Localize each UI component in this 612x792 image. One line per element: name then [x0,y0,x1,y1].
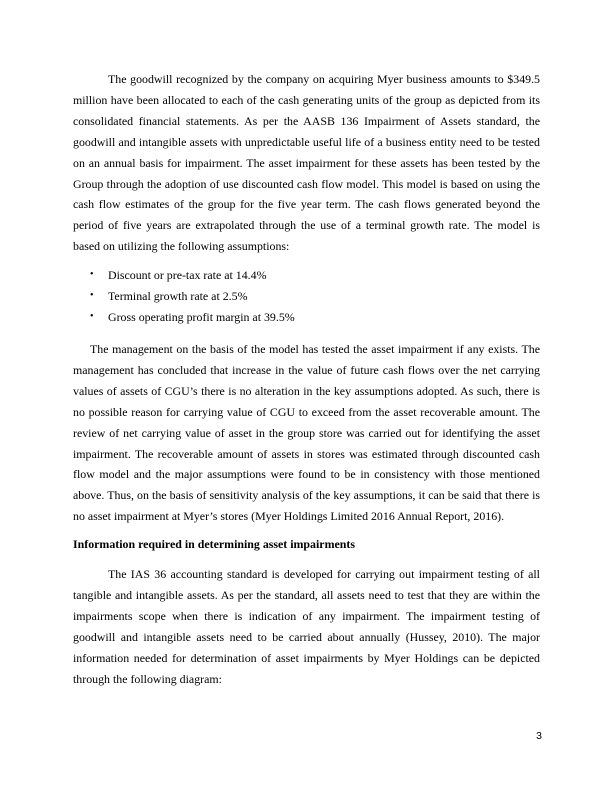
paragraph-text: The IAS 36 accounting standard is developed for carrying out impairment testing of all tangible and intangible assets. As per the standard, all assets need to test that they are within the impairments scope when there is indication of any impairment. The impairment testing of goodwill and intangible assets need to be carried about annually (Hussey, 2010). The major information needed for determination of asset impairments by Myer Holdings can be depicted through the following diagram: [73,567,540,686]
bullet-icon: • [90,289,94,301]
paragraph-text: The management on the basis of the model has tested the asset impairment if any exists. The management has concluded that increase in the value of future cash flows over the net carrying values of assets of CGU’s there is no alteration in the key assumptions adopted. As such, there is no possible reason for carrying value of CGU to exceed from the asset recoverable amount. The review of net carrying value of asset in the group store was carried out for identifying the asset impairment. The recoverable amount of assets in stores was estimated through discounted cash flow model and the major assumptions were found to be in consistency with those mentioned above. Thus, on the basis of sensitivity analysis of the key assumptions, it can be said that there is no asset impairment at Myer’s stores (Myer Holdings Limited 2016 Annual Report, 2016). [73,342,540,524]
section-heading: Information required in determining asset impairments [73,537,355,551]
paragraph-ias36 [73,564,540,689]
page-number: 3 [536,730,542,742]
list-item [73,286,540,307]
list-item-text: Discount or pre-tax rate at 14.4% [108,268,267,282]
list-item-text: Gross operating profit margin at 39.5% [108,309,295,324]
list-item [73,265,540,286]
paragraph-management [73,339,540,527]
list-item [73,307,540,328]
assumptions-list [73,265,540,328]
paragraph-text: The goodwill recognized by the company on acquiring Myer business amounts to $349.5 million have been allocated to each of the cash generating units of the group as depicted from its consolidated financial statements. As per the AASB 136 Impairment of Assets standard, the goodwill and intangible assets with unpredictable useful life of a business entity need to be tested on an annual basis for impairment. The asset impairment for these assets has been tested by the Group through the adoption of use discounted cash flow model. This model is based on using the cash flow estimates of the group for the five year term. The cash flows generated beyond the period of five years are extrapolated through the use of a terminal growth rate. The model is based on utilizing the following assumptions: [73,72,540,254]
paragraph-goodwill [73,69,540,257]
bullet-icon: • [90,310,94,322]
list-item-text: Terminal growth rate at 2.5% [108,288,248,303]
bullet-icon: • [90,269,94,280]
